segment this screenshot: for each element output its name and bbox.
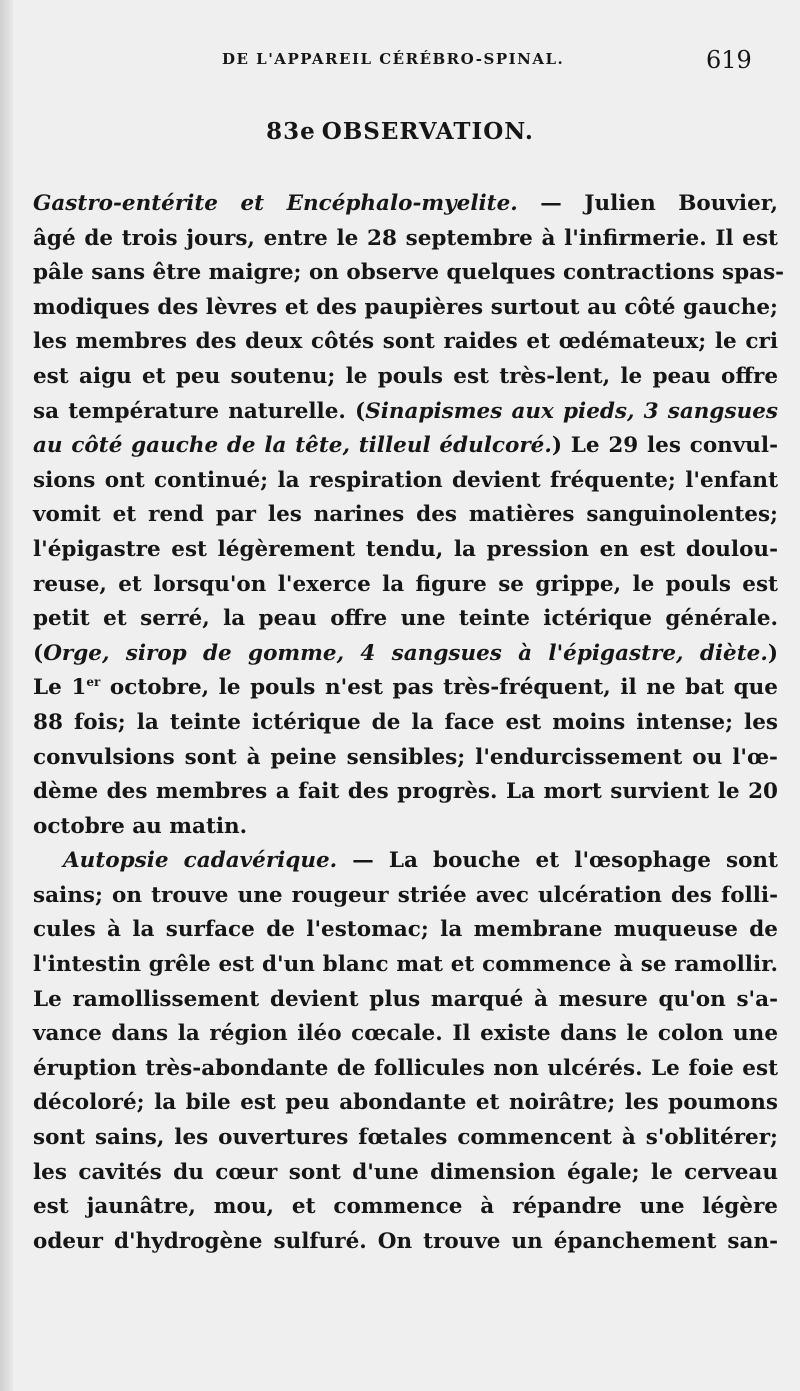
text-line bbox=[33, 533, 778, 568]
text-line bbox=[33, 187, 778, 222]
text-line bbox=[33, 844, 778, 879]
text-line bbox=[33, 775, 778, 810]
text-line bbox=[33, 1017, 778, 1052]
line-text: ) Le 29 les convul- bbox=[551, 433, 779, 459]
text-line bbox=[33, 706, 778, 741]
line-text: octobre, le pouls n'est pas très-fréquent, il ne bat que bbox=[100, 675, 778, 701]
line-text: sions ont continué; la respiration devient fréquente; l'enfant bbox=[33, 467, 778, 493]
line-text: les cavités du cœur sont d'une dimension égale; le cerveau bbox=[33, 1159, 778, 1185]
line-text: ( bbox=[33, 640, 44, 666]
superscript-text: er bbox=[86, 675, 101, 690]
text-line bbox=[33, 1086, 778, 1121]
page-header bbox=[0, 48, 800, 78]
text-line bbox=[33, 1225, 778, 1260]
text-line bbox=[33, 602, 778, 637]
text-line bbox=[33, 429, 778, 464]
italic-text: Autopsie cadavérique. bbox=[63, 848, 338, 874]
line-text: décoloré; la bile est peu abondante et noirâtre; les poumons bbox=[33, 1090, 778, 1116]
text-line bbox=[33, 913, 778, 948]
text-line bbox=[33, 256, 785, 291]
observation-title: OBSERVATION. bbox=[321, 118, 534, 145]
text-line bbox=[33, 1190, 778, 1225]
line-text: cules à la surface de l'estomac; la membrane muqueuse de bbox=[33, 917, 778, 943]
observation-number: 83e bbox=[266, 118, 316, 145]
italic-text: Sinapismes aux pieds, 3 sangsues bbox=[365, 398, 778, 424]
text-line bbox=[33, 360, 778, 395]
text-line bbox=[33, 810, 778, 845]
line-text: l'épigastre est légèrement tendu, la pression en est doulou- bbox=[33, 536, 778, 562]
text-line bbox=[33, 948, 778, 983]
line-text: reuse, et lorsqu'on l'exerce la figure se grippe, le pouls est bbox=[33, 571, 778, 597]
line-text: vance dans la région iléo cœcale. Il existe dans le colon une bbox=[33, 1021, 778, 1047]
text-line bbox=[33, 291, 778, 326]
line-text: 88 fois; la teinte ictérique de la face est moins intense; les bbox=[33, 709, 778, 735]
page-gutter bbox=[0, 0, 13, 1391]
text-line bbox=[33, 325, 778, 360]
text-line bbox=[33, 498, 778, 533]
line-text: — Julien Bouvier, bbox=[517, 191, 778, 216]
body-text bbox=[33, 187, 785, 1259]
text-line bbox=[33, 637, 778, 672]
line-text: dème des membres a fait des progrès. La mort survient le 20 bbox=[33, 779, 778, 805]
line-text: éruption très-abondante de follicules non ulcérés. Le foie est bbox=[33, 1055, 778, 1081]
line-text: odeur d'hydrogène sulfuré. On trouve un épanchement san- bbox=[33, 1228, 778, 1254]
text-line bbox=[33, 741, 778, 776]
line-text: vomit et rend par les narines des matières sanguinolentes; bbox=[33, 502, 778, 528]
text-line bbox=[33, 1052, 778, 1087]
text-line bbox=[33, 568, 778, 603]
italic-text: au côté gauche de la tête, tilleul édulcoré. bbox=[33, 433, 552, 459]
text-line bbox=[33, 395, 778, 430]
line-text: Le ramollissement devient plus marqué à mesure qu'on s'a- bbox=[33, 986, 778, 1012]
text-line bbox=[33, 1121, 778, 1156]
line-text: petit et serré, la peau offre une teinte ictérique générale. bbox=[33, 606, 778, 632]
line-text: modiques des lèvres et des paupières surtout au côté gauche; bbox=[33, 294, 778, 320]
line-text: convulsions sont à peine sensibles; l'endurcissement ou l'œ- bbox=[33, 744, 778, 770]
text-line bbox=[33, 983, 778, 1018]
observation-heading bbox=[0, 118, 800, 145]
line-text: sa température naturelle. ( bbox=[33, 398, 366, 424]
page-number: 619 bbox=[706, 46, 752, 74]
line-text: sains; on trouve une rougeur striée avec ulcération des folli- bbox=[33, 882, 778, 908]
line-text: pâle sans être maigre; on observe quelques contractions spas- bbox=[33, 260, 785, 286]
line-text: sont sains, les ouvertures fœtales commencent à s'oblitérer; bbox=[33, 1125, 778, 1151]
text-line bbox=[33, 464, 778, 499]
line-text: ) bbox=[767, 640, 778, 666]
line-text: âgé de trois jours, entre le 28 septembre à l'infirmerie. Il est bbox=[33, 225, 778, 251]
line-text: Le 1 bbox=[33, 675, 87, 701]
line-text: l'intestin grêle est d'un blanc mat et commence à se ramollir. bbox=[33, 952, 778, 978]
text-line bbox=[33, 222, 778, 257]
line-text: est aigu et peu soutenu; le pouls est très-lent, le peau offre bbox=[33, 363, 778, 389]
text-line bbox=[33, 671, 778, 706]
running-head: DE L'APPAREIL CÉRÉBRO-SPINAL. bbox=[222, 50, 565, 68]
text-line bbox=[33, 879, 778, 914]
line-text: les membres des deux côtés sont raides et œdémateux; le cri bbox=[33, 329, 778, 355]
line-text: octobre au matin. bbox=[33, 813, 248, 839]
line-text: est jaunâtre, mou, et commence à répandre une légère bbox=[33, 1194, 778, 1220]
italic-text: Gastro-entérite et Encéphalo-myelite. bbox=[33, 191, 518, 216]
italic-text: Orge, sirop de gomme, 4 sangsues à l'épigastre, diète. bbox=[43, 640, 768, 666]
text-line bbox=[33, 1156, 778, 1191]
line-text: — La bouche et l'œsophage sont bbox=[337, 848, 778, 874]
